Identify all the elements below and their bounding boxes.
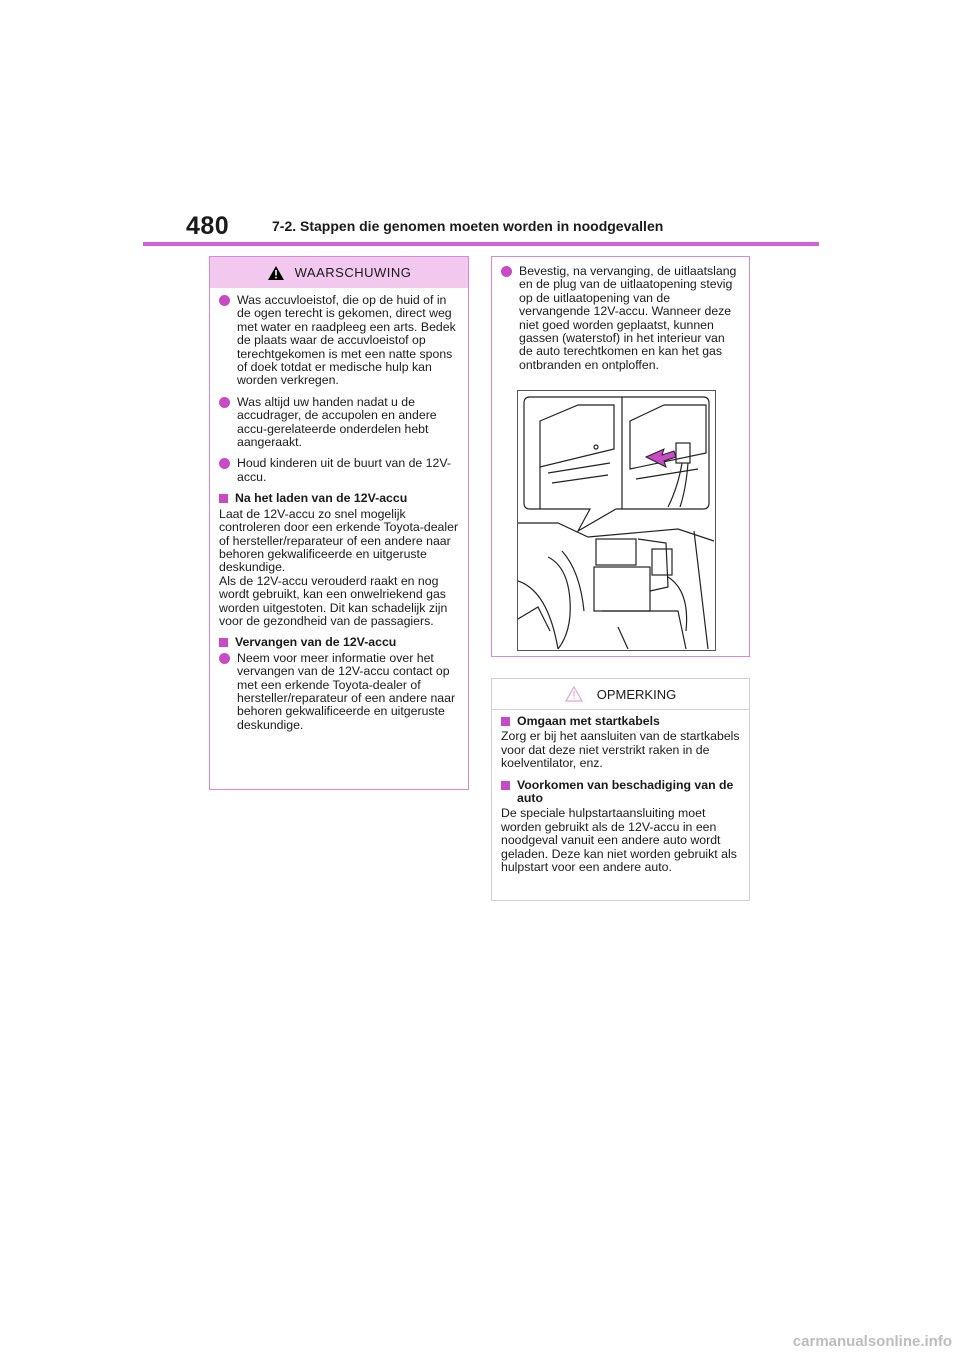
paragraph: Laat de 12V-accu zo snel mogelijk controleren door een erkende Toyota-dealer of hersteller/reparateur of een andere naar behoren gekwalificeerde en uitgeruste deskundige. Als de 12V-accu verouderd raakt en nog wordt gebruikt, kan een onwelriekend gas worden uitgestoten. Dit kan schadelijk zijn voor de gezondheid van de passagiers.	[219, 506, 459, 628]
bullet-dot-icon	[219, 397, 230, 408]
battery-vent-illustration	[517, 390, 716, 651]
list-item: Houd kinderen uit de buurt van de 12V-accu.	[219, 457, 459, 484]
square-bullet-icon	[219, 494, 228, 503]
header-rule	[143, 242, 819, 246]
section-title: 7-2. Stappen die genomen moeten worden in noodgevallen	[272, 218, 664, 234]
subheading-cables: Omgaan met startkabels	[501, 715, 740, 728]
battery-vent-drawing	[518, 391, 715, 650]
watermark: carmanualsonline.info	[792, 1333, 952, 1350]
list-item: Neem voor meer informatie over het vervangen van de 12V-accu contact op met een erkende Toyota-dealer of hersteller/reparateur of een andere naar behoren gekwalificeerde en uitgeruste deskundige.	[219, 652, 459, 732]
square-bullet-icon	[219, 638, 228, 647]
subheading-charge: Na het laden van de 12V-accu	[219, 492, 459, 505]
list-item: Bevestig, na vervanging, de uitlaatslang en de plug van de uitlaatopening stevig op de uitlaatopening van de vervangende 12V-accu. Wanneer deze niet goed worden geplaatst, kunnen gassen (waterstof) in het interieur van de auto terechtkomen en kan het gas ontbranden en ontploffen.	[501, 265, 740, 372]
square-bullet-icon	[501, 717, 510, 726]
caution-triangle-icon	[565, 686, 583, 702]
paragraph: De speciale hulpstartaansluiting moet worden gebruikt als de 12V-accu in een noodgeval vanuit een andere auto wordt geladen. Deze kan niet worden gebruikt als hulpstart voor een andere auto.	[501, 806, 737, 875]
warning-header	[210, 257, 468, 288]
note-box	[491, 678, 750, 901]
subheading-damage: Voorkomen van beschadiging van de auto	[501, 779, 740, 806]
list-item: Was accuvloeistof, die op de huid of in de ogen terecht is gekomen, direct weg met water en raadpleeg een arts. Bedek de plaats waar de accuvloeistof op terechtgekomen is met een natte spons of doek totdat er medische hulp kan worden verkregen.	[219, 294, 459, 388]
warning-triangle-icon	[267, 265, 285, 281]
instruction-box	[491, 256, 750, 657]
square-bullet-icon	[501, 781, 510, 790]
paragraph: Zorg er bij het aansluiten van de startkabels voor dat deze niet verstrikt raken in de koelventilator, enz.	[501, 729, 740, 771]
warning-title: WAARSCHUWING	[294, 265, 412, 280]
page-number: 480	[186, 212, 230, 240]
bullet-dot-icon	[219, 653, 230, 664]
bullet-dot-icon	[501, 266, 512, 277]
note-header	[492, 679, 749, 710]
subheading-replace: Vervangen van de 12V-accu	[219, 636, 459, 649]
bullet-dot-icon	[219, 295, 230, 306]
warning-box	[209, 256, 469, 790]
note-title: OPMERKING	[596, 686, 677, 702]
bullet-dot-icon	[219, 458, 230, 469]
list-item: Was altijd uw handen nadat u de accudrager, de accupolen en andere accu-gerelateerde onderdelen hebt aangeraakt.	[219, 396, 459, 450]
